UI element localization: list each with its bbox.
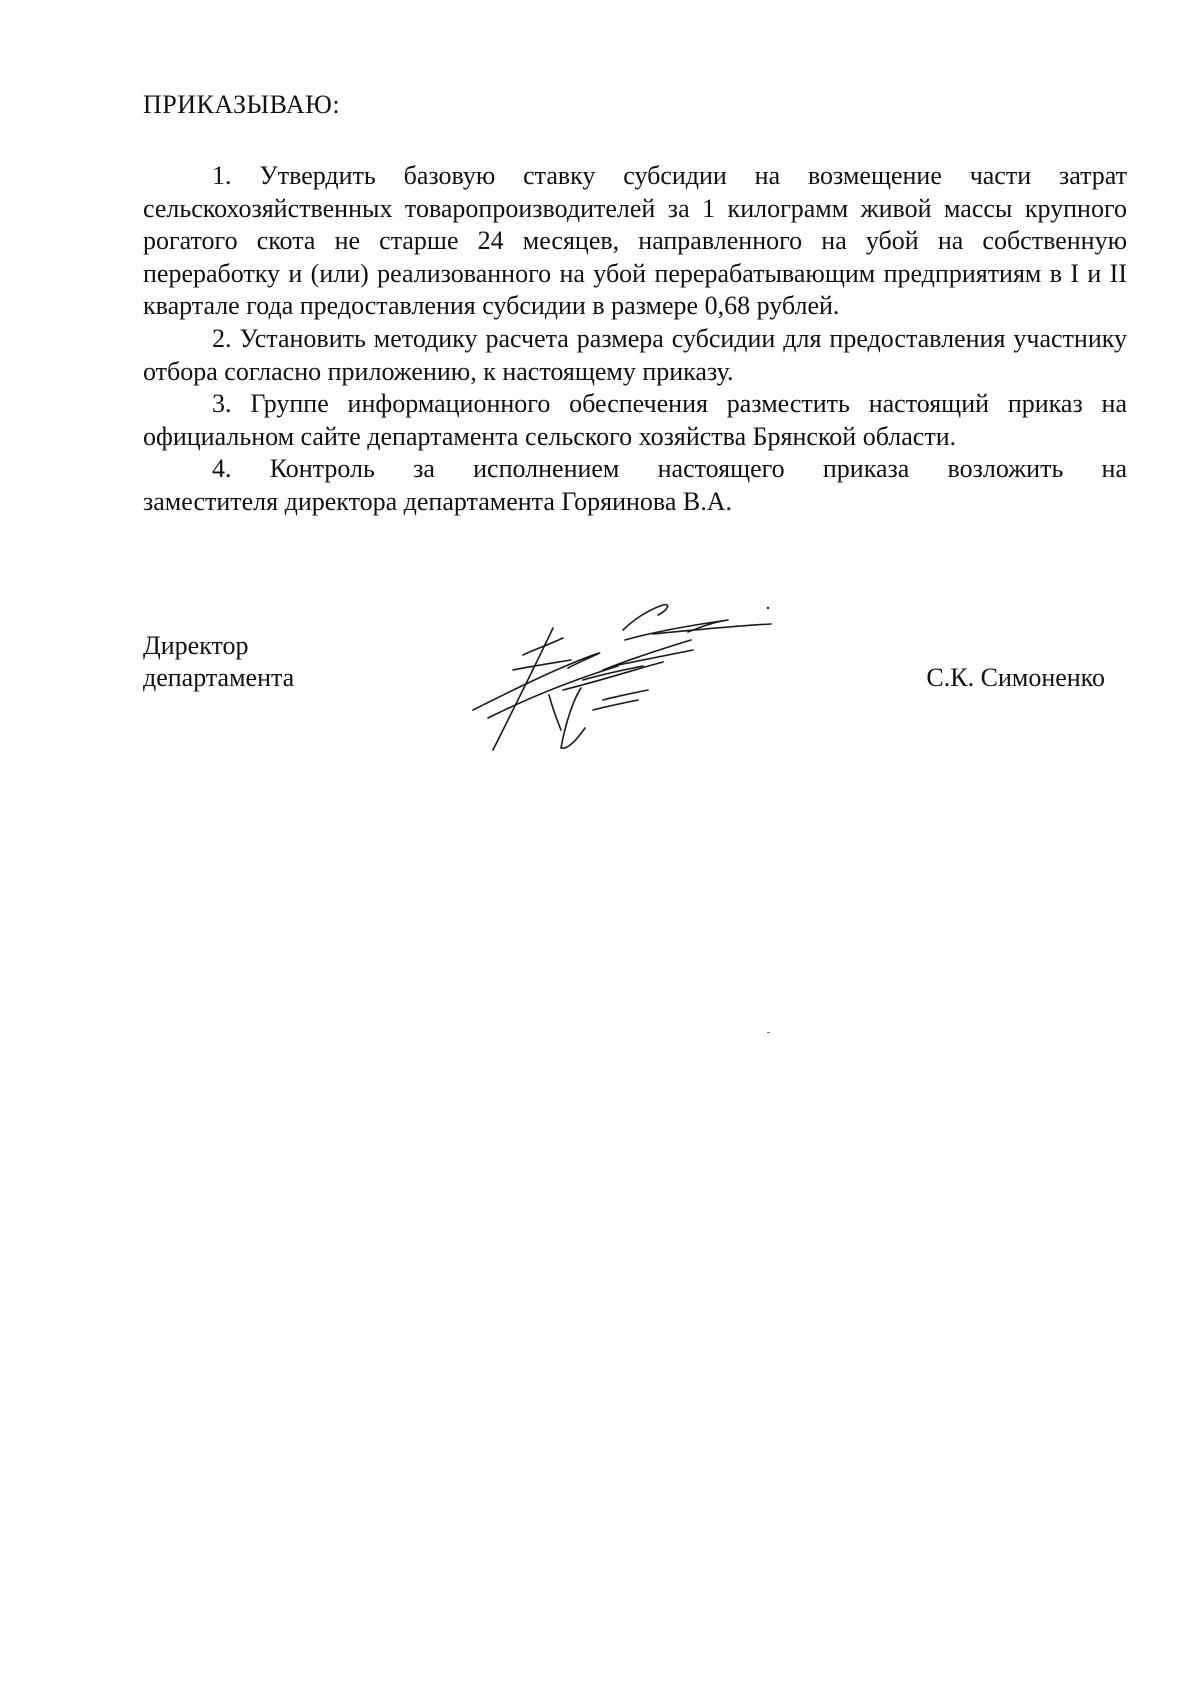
order-item-2: 2. Установить методику расчета размера субсидии для предоставления участнику отбора согласно приложению, к настоящему приказу. — [143, 323, 1127, 386]
signatory-title-line-1: Директор — [143, 631, 249, 660]
order-item-4-first-line: 4. Контроль за исполнением настоящего приказа возложить на — [212, 454, 1127, 484]
order-heading: ПРИКАЗЫВАЮ: — [143, 90, 341, 119]
scan-speck — [767, 1032, 770, 1033]
handwritten-signature — [453, 600, 783, 770]
order-item-3: 3. Группе информационного обеспечения разместить настоящий приказ на официальном сайте департамента сельского хозяйства Брянской области. — [143, 389, 1127, 451]
signatory-title-line-2: департамента — [143, 663, 295, 692]
order-item-4-last-line: заместителя директора департамента Горяинова В.А. — [143, 486, 732, 516]
order-items — [143, 160, 1127, 519]
order-item-4 — [143, 453, 1127, 518]
signatory-title — [143, 630, 294, 694]
signatory-name: С.К. Симоненко — [926, 663, 1105, 692]
signature-block — [143, 630, 1127, 780]
order-item-1: 1. Утвердить базовую ставку субсидии на возмещение части затрат сельскохозяйственных товаропроизводителей за 1 килограмм живой массы крупного рогатого скота не старше 24 месяцев, направленного на убой на собственную переработку и (или) реализованного на убой перерабатывающим предприятиям в I и II квартале года предоставления субсидии в размере 0,68 рублей. — [143, 161, 1127, 321]
